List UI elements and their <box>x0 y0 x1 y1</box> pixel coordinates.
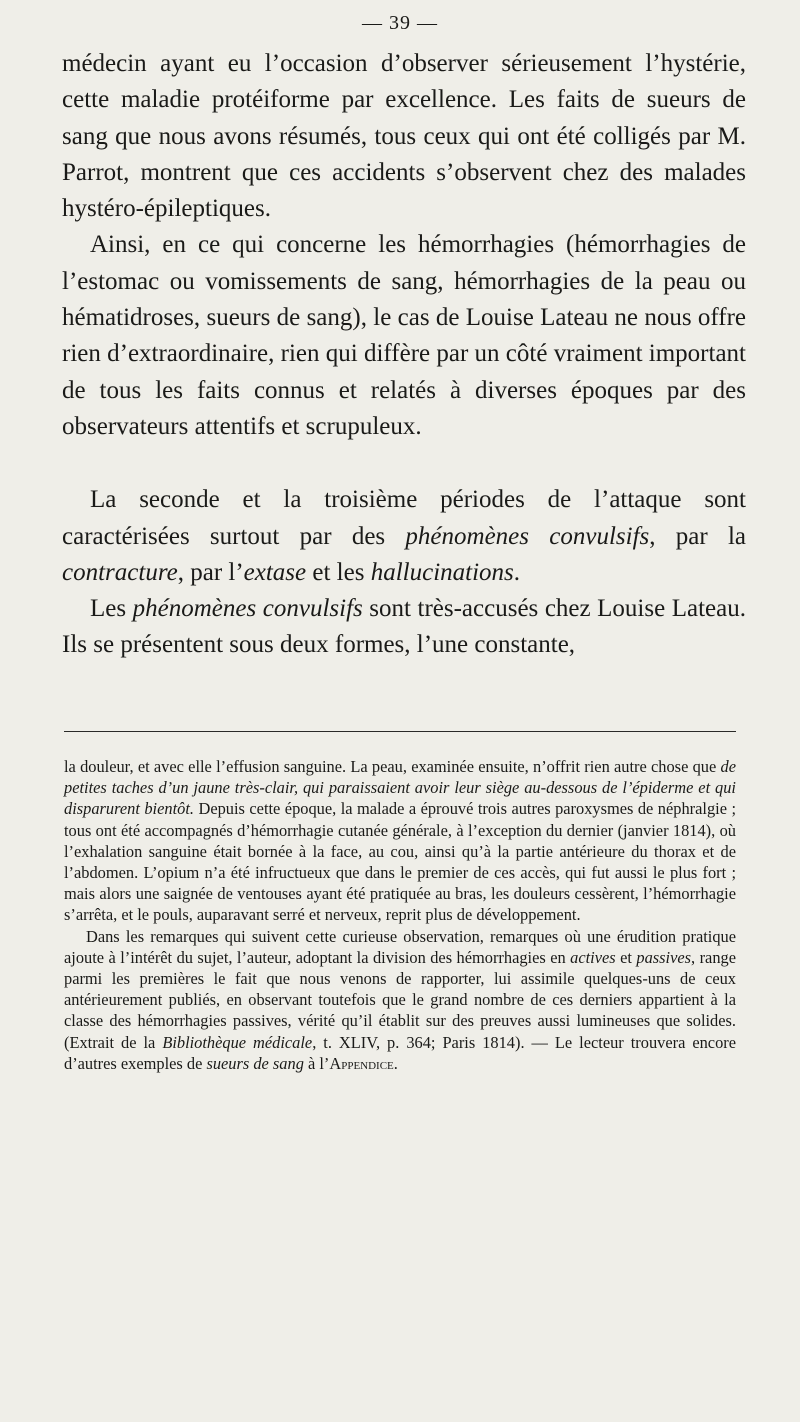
page-number: — 39 — <box>362 12 438 34</box>
footnote-paragraph-2: Dans les remarques qui suivent cette curieuse observation, remarques où une érudition pratique ajoute à l’intérêt du sujet, l’auteur, adoptant la division des hémorrhagies en actives et passives, range parmi les premières le fait que nous venons de rapporter, lui assimile quelques-uns de ceux antérieurement publiés, en observant toutefois que le grand nombre de ces derniers appartient à la classe des hémorrhagies passives, vérité qu’il établit sur des preuves aussi lumineuses que solides. (Extrait de la Bibliothèque médicale, t. XLIV, p. 364; Paris 1814). — Le lecteur trouvera encore d’autres exemples de sueurs de sang à l’Appendice. <box>64 926 737 1073</box>
emphasis-sueurs-de-sang: sueurs de sang <box>206 1053 304 1073</box>
paragraph-hemorrhages: Ainsi, en ce qui concerne les hémorrhagies (hémorrhagies de l’estomac ou vomissements de sang, hémorrhagies de la peau ou hématidroses, sueurs de sang), le cas de Louise Lateau ne nous offre rien d’extraordinaire, rien qui diffère par un côté vraiment important de tous les faits connus et relatés à diverses époques par des observateurs attentifs et scrupuleux. <box>62 231 746 440</box>
emphasis-actives: actives <box>570 947 616 967</box>
paragraph-hysteria: médecin ayant eu l’occasion d’observer sérieusement l’hystérie, cette maladie protéiforme par excellence. Les faits de sueurs de sang que nous avons résumés, tous ceux qui ont été colligés par M. Parrot, montrent que ces accidents s’observent chez des malades hystéro-épileptiques. <box>62 50 746 223</box>
footnote <box>64 756 736 1074</box>
emphasis-passives: passives <box>636 947 692 967</box>
footnote-paragraph-1: la douleur, et avec elle l’effusion sanguine. La peau, examinée ensuite, n’offrit rien autre chose que de petites taches d’un jaune très-clair, qui paraissaient avoir leur siège au-dessous de l’épiderme et qui disparurent bientôt. Depuis cette époque, la malade a éprouvé trois autres paroxysmes de néphralgie ; tous ont été accompagnés d’hémorrhagie cutanée générale, à l’exception du dernier (janvier 1814), où l’exhalation sanguine était bornée à la face, au cou, ainsi qu’à la partie antérieure du thorax et de l’abdomen. L’opium n’a été infructueux que dans le premier de ces accès, qui fut aussi le plus fort ; mais alors une saignée de ventouses ayant été pratiquée au bras, les douleurs cessèrent, l’hémorrhagie s’arrêta, et le pouls, auparavant serré et nerveux, reprit plus de développement. <box>64 757 736 925</box>
emphasis-convulsive-phenomena-2: phénomènes convulsifs <box>132 595 363 623</box>
emphasis-extase: extase <box>243 558 307 586</box>
footnote-quote: de petites taches d’un jaune très-clair, qui paraissaient avoir leur siège au-dessous de l’épiderme et qui disparurent bientôt. <box>64 757 736 819</box>
emphasis-convulsive-phenomena: phénomènes convulsifs <box>405 522 650 550</box>
emphasis-hallucinations: hallucinations <box>370 558 514 586</box>
footnote-divider <box>64 731 736 732</box>
appendix-reference: Appendice <box>329 1053 394 1073</box>
main-text <box>62 46 746 664</box>
emphasis-contracture: contracture <box>62 558 178 586</box>
paragraph-attack-periods: La seconde et la troisième périodes de l’attaque sont caractérisées surtout par des phénomènes convulsifs, par la contracture, par l’extase et les hallucinations. <box>62 486 746 586</box>
source-title: Bibliothèque médicale <box>162 1032 313 1052</box>
paragraph-convulsive-phenomena: Les phénomènes convulsifs sont très-accusés chez Louise Lateau. Ils se présentent sous deux formes, l’une constante, <box>62 595 746 659</box>
